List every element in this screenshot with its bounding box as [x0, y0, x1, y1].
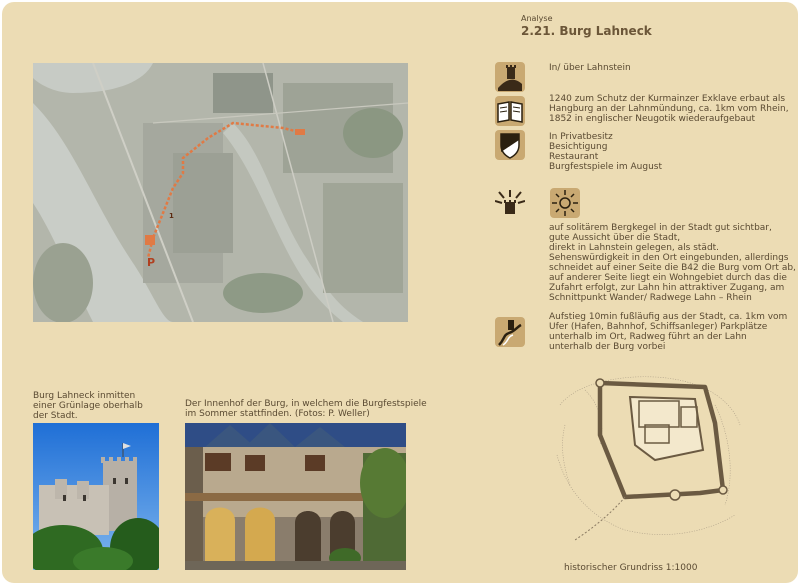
historic-ground-plan: [555, 365, 745, 545]
history-line-3: 1852 in englischer Neugotik wiederaufgebaut: [549, 114, 755, 124]
photo1-caption-1: Burg Lahneck inmitten: [33, 391, 136, 401]
castle-hill-icon: [495, 62, 525, 92]
castle-view-icon: [495, 188, 525, 218]
visibility-line-1: auf solitärem Bergkegel in der Stadt gut sichtbar,: [549, 223, 772, 233]
visibility-line-3: direkt in Lahnstein gelegen, als städt.: [549, 243, 720, 253]
use-line-2: Besichtigung: [549, 142, 608, 152]
access-line-4: unterhalb der Burg vorbei: [549, 342, 666, 352]
section-kicker: Analyse: [521, 14, 553, 23]
visibility-line-2: gute Aussicht über die Stadt,: [549, 233, 681, 243]
photo2-caption-1: Der Innenhof der Burg, in welchem die Burgfestspiele: [185, 399, 427, 409]
location-text: In/ über Lahnstein: [549, 63, 631, 73]
page-title: 2.21. Burg Lahneck: [521, 24, 652, 38]
visibility-line-6: auf anderer Seite liegt ein Wohngebiet durch das die: [549, 273, 787, 283]
plan-caption: historischer Grundriss 1:1000: [564, 563, 698, 573]
visibility-line-8: Schnittpunkt Wander/ Radwege Lahn – Rhein: [549, 293, 752, 303]
stairs-path-icon: [495, 317, 525, 347]
map-marker-number: 1: [169, 212, 174, 220]
page: [2, 2, 798, 583]
use-line-1: In Privatbesitz: [549, 132, 613, 142]
access-line-2: Ufer (Hafen, Bahnhof, Schiffsanleger) Parkplätze: [549, 322, 768, 332]
aerial-map: [33, 63, 408, 322]
visibility-line-7: Zufahrt erfolgt, zur Lahn hin attraktiver Zugang, am: [549, 283, 785, 293]
visibility-line-4: Sehenswürdigkeit in den Ort eingebunden, allerdings: [549, 253, 789, 263]
access-line-3: unterhalb im Ort, Radweg führt an der Lahn: [549, 332, 747, 342]
use-line-3: Restaurant: [549, 152, 599, 162]
photo2-caption-2: im Sommer stattfinden. (Fotos: P. Weller): [185, 409, 370, 419]
access-line-1: Aufstieg 10min fußläufig aus der Stadt, ca. 1km vom: [549, 312, 788, 322]
visibility-line-5: schneidet auf einer Seite die B42 die Burg vom Ort ab,: [549, 263, 796, 273]
map-marker-parking: P: [147, 256, 156, 269]
coat-of-arms-icon: [495, 130, 525, 160]
history-line-1: 1240 zum Schutz der Kurmainzer Exklave erbaut als: [549, 94, 786, 104]
sun-view-icon: [550, 188, 580, 218]
history-line-2: Hangburg an der Lahnmündung, ca. 1km vom Rhein,: [549, 104, 789, 114]
use-line-4: Burgfestspiele im August: [549, 162, 663, 172]
courtyard-photo: [185, 423, 406, 570]
photo1-caption-3: der Stadt.: [33, 411, 78, 421]
photo1-caption-2: einer Grünlage oberhalb: [33, 401, 143, 411]
book-icon: [495, 96, 525, 126]
castle-exterior-photo: [33, 423, 159, 570]
